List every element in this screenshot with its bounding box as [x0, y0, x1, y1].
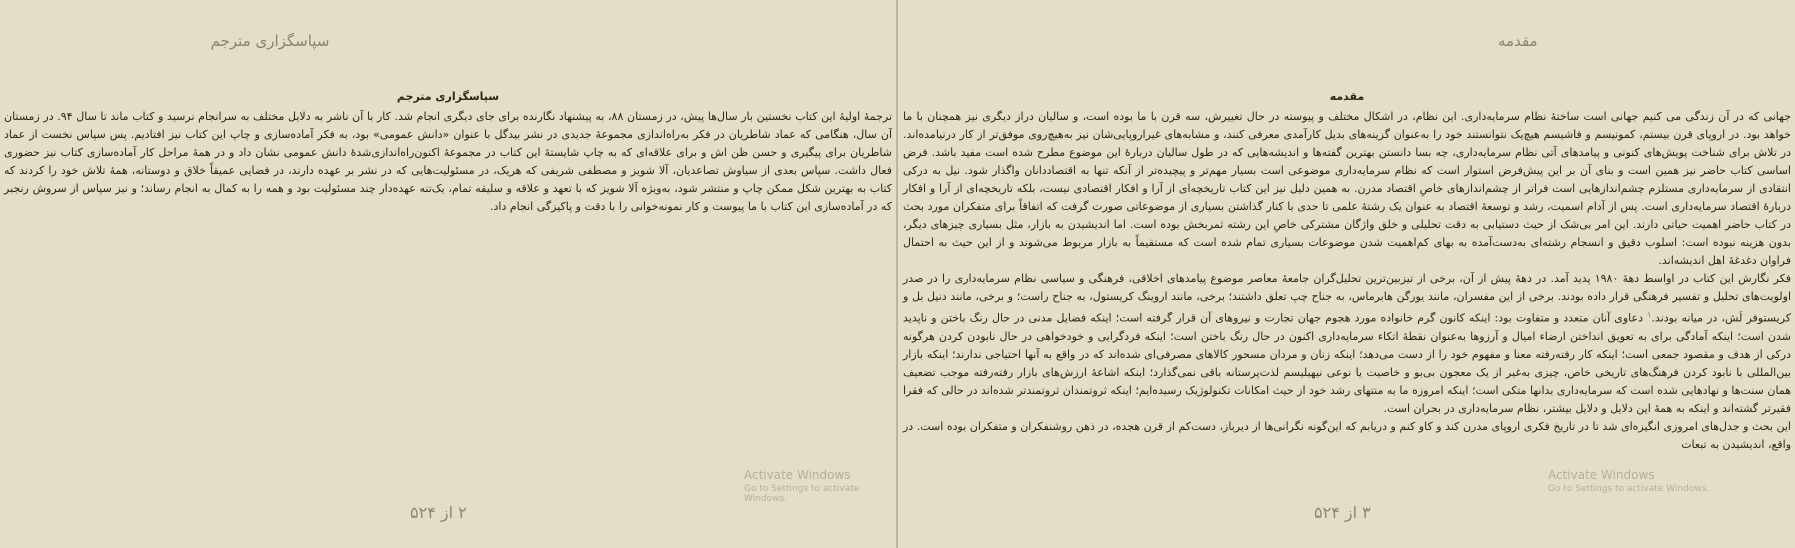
page-number: ۳ از ۵۲۴ [1314, 503, 1371, 522]
paragraph: جهانی که در آن زندگی می کنیم جهانی است ساختهٔ نظام سرمایه‌داری. این نظام، در اشکال مختلف و پیوسته در حال تغییرش، سه قرن با ما بوده است، و سالیان دراز دیگری نیز همچنان با ما خواهد بود. در اروپای قرن بیستم، کمونیسم و فاشیسم هیچ‌یک نتوانستند خود را به‌عنوان گزینه‌های بدیل کارآمدی معرفی کنند، و مشابه‌های غیراروپایی‌شان نیز به‌هیچ‌روی موفق‌تر از کار درنیامده‌اند. در تلاش برای شناخت پویش‌های کنونی و پیامدهای آتی نظام سرمایه‌داری، چه بسا دانستن بهترین گفته‌ها و اندیشه‌هایی که در طول سالیان دربارهٔ این موضوع مطرح شده است مفید باشد. فرض اساسی کتاب حاضر نیز همین است و بنای آن بر این پیش‌فرض استوار است که نظام سرمایه‌داری موضوعی است بسیار مهم‌تر و پیچیده‌تر از آنکه تنها به اقتصاددانان واگذار شود. نیل به درکی انتقادی از سرمایه‌داری مستلزم چشم‌اندازهایی است فراتر از چشم‌اندازهای خاصِ اقتصاد مدرن. به همین دلیل نیز این کتاب تاریخچه‌ای از آرا و افکار اقتصادی نیست، بلکه تاریخچه‌ای از آرا و افکار دربارهٔ اقتصاد سرمایه‌داری است. پس از آدام اسمیت، رشد و توسعهٔ اقتصاد به عنوان یک رشتهٔ علمی تا حدی با کنار گذاشتن بسیاری از موضوعاتی صورت گرفت که اتفاقاً برای متفکران مورد بحث در کتاب حاضر اهمیت حیاتی دارند. این امر بی‌شک از حیث دستیابی به دقت تحلیلی و خلق واژگان مشترکی خاصِ این رشته ثمربخش بوده است. اما اندیشیدن به بازار، مثل بسیاری چیزهای دیگر، بدون هزینه نبوده است: اسلوب دقیق و انسجام رشته‌ای به‌دست‌آمده به بهای کم‌اهمیت شدن موضوعات بسیاری تمام شده است که مستقیماً به بازار مربوط می‌شوند و از این حیث به احتمال فراوان دغدغهٔ اهل اندیشه‌اند. [903, 110, 1791, 267]
paragraph: ترجمهٔ اولیهٔ این کتاب نخستین بار سال‌ها پیش، در زمستان ۸۸، به پیشنهاد نگارنده برای جای دیگری انجام شد. کار با آن ناشر به دلایل مختلف به سرانجام نرسید و کتاب ماند تا سال ۹۴. در زمستان آن سال، هنگامی که عماد شاطریان در فکر به‌راه‌اندازی مجموعهٔ جدیدی در نشر بیدگل با عنوان «دانش عمومی» بود، به فکر آماده‌سازی و چاپ این کتاب نیز افتادیم. پس سپاس نخست از عماد شاطریان برای پیگیری و حسن ظن اش و برای علاقه‌ای که به چاپ شایستهٔ این کتاب در مجموعهٔ اکنون‌راه‌اندازی‌شدهٔ دانش عمومی نشان داد و در همهٔ مراحل کار آماده‌سازی کتاب نیز حضوری فعال داشت. سپاس بعدی از سیاوش تصاعدیان، آلا شویز و مصطفی شریفی که هریک، در مسئولیت‌هایی که در نشر بر عهده دارند، در فضایی عمیقاً خلاق و دوستانه، همهٔ تلاش خود را کردند که کتاب به بهترین شکل ممکن چاپ و منتشر شود، به‌ویژه آلا شویز که با تعهد و علاقه و سلیقه تمام، یک‌تنه عهده‌دار چند مسئولیت بود و همه را به کمال به انجام رساند؛ و نیز سپاس از سروش رنجبر که در آماده‌سازی این کتاب با ما پیوست و کار نمونه‌خوانی را با دقت و پاکیزگی انجام داد. [4, 110, 893, 213]
watermark-subtitle: Go to Settings to activate Windows. [744, 484, 860, 504]
paragraph-text: دعاوی آنان متعدد و متفاوت بود: اینکه کانون گرم خانواده مورد هجوم جهان تجارت و نیروهای آن قرار گرفته است؛ اینکه فضایل مدنی در حال رنگ باختن و ناپدید شدن است؛ اینکه آمادگی برای به تعویق انداختن ارضاء امیال و آرزوها به‌عنوان نقطهٔ اتکاء سرمایه‌داری اکنون در حال رنگ باختن است؛ اینکه فردگرایی و خودخواهی در حال نابودن کردن هرگونه درکی از هدف و مقصود جمعی است؛ اینکه کار رفته‌رفته معنا و مفهوم خود را از دست می‌دهد؛ اینکه زنان و مردان مسحور کالاهای مصرفی‌ای شده‌اند که در واقع به آنها احتیاجی ندارند؛ اینکه بازار بین‌المللی با نابود کردن فرهنگ‌های تاریخی خاص، چیزی به‌غیر از یک معجون بی‌بو و خاصیت یا نوعی نیهیلیسم لذت‌پرستانه باقی نمی‌گذارد؛ اینکه اشاعهٔ ارزش‌های بازار رفته‌رفته موجب تضعیف همان سنت‌ها و نهادهایی شده است که سرمایه‌داری بدانها متکی است؛ اینکه امروزه ما به منتهای رشد خود از حیث امکانات تکنولوژیک رسیده‌ایم؛ اینکه ثروتمندان ثروتمندتر شده‌اند در حالی که فقرا فقیرتر گشته‌اند و اینکه به همهٔ این دلایل و دلایل بیشتر، نظام سرمایه‌داری در بحران است. [903, 311, 1791, 415]
section-heading: سپاسگزاری مترجم [396, 90, 500, 103]
paragraph [903, 270, 1791, 418]
paragraph-text: فکر نگارش این کتاب در اواسط دههٔ ۱۹۸۰ پدید آمد. در دههٔ پیش از آن، برخی از تیزبین‌ترین تحلیل‌گران جامعهٔ معاصر موضوع پیامدهای اخلاقی، فرهنگی و سیاسی نظام سرمایه‌داری را در صدر اولویت‌های تحلیل و تفسیر فرهنگی قرار داده بودند. برخی از این مفسران، مانند یورگن هابرماس، به جناح چپ تعلق داشتند؛ برخی، مانند اروینگ کریستول، به جناح راست؛ و برخی، مانند دنیل بل و کریستوفر لَش، در میانه بودند. [903, 272, 1791, 325]
running-head: مقدمه [1498, 32, 1538, 50]
page-content [903, 88, 1791, 454]
page-number: ۲ از ۵۲۴ [410, 503, 467, 522]
watermark-subtitle: Go to Settings to activate Windows. [1548, 484, 1710, 494]
footnote-link[interactable]: ۱ [1647, 310, 1652, 319]
watermark-title: Activate Windows [744, 468, 851, 482]
section-heading: مقدمه [1329, 90, 1365, 103]
running-head: سپاسگزاری مترجم [210, 32, 330, 50]
watermark-title: Activate Windows [1548, 468, 1655, 482]
page-content [4, 88, 892, 216]
activation-watermark [744, 468, 896, 504]
page-right[interactable] [898, 0, 1795, 548]
page-left[interactable] [0, 0, 896, 548]
activation-watermark [1548, 468, 1709, 494]
paragraph: این بحث و جدل‌های امروزی انگیزه‌ای شد تا در تاریخ فکری اروپای مدرن کند و کاو کنم و دریابم که این‌گونه نگرانی‌ها از دیرباز، دست‌کم از قرن هجده، در ذهن روشنفکران و متفکران بوده است. در واقع، اندیشیدن به تبعات [903, 419, 1791, 451]
